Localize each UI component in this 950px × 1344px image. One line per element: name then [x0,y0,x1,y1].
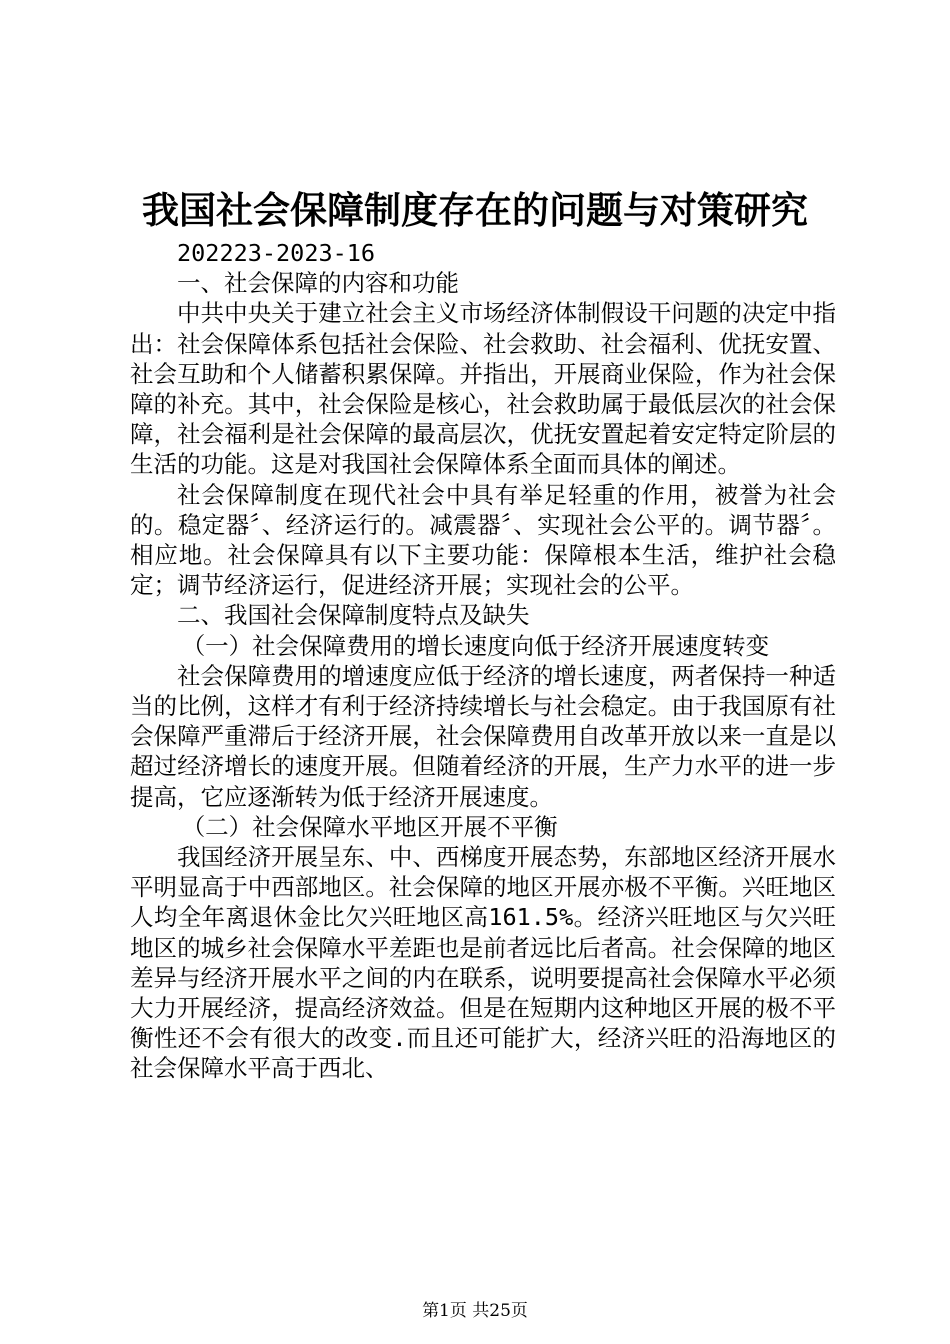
section-heading: 二、我国社会保障制度特点及缺失 [177,601,530,630]
document-title: 我国社会保障制度存在的问题与对策研究 [142,188,808,232]
subsection-heading: （二）社会保障水平地区开展不平衡 [181,812,558,841]
section-heading: 一、社会保障的内容和功能 [177,269,459,298]
body-paragraph: 社会保障费用的增速度应低于经济的增长速度，两者保持一种适当的比例，这样才有利于经济持续增长与社会稳定。由于我国原有社会保障严重滞后于经济开展，社会保障费用自改革开放以来一直是以超过经济增长的速度开展。但随着经济的开展，生产力水平的进一步提高，它应逐渐转为低于经济开展速度。 [130,661,836,811]
document-body [130,238,836,1084]
body-paragraph: 我国经济开展呈东、中、西梯度开展态势，东部地区经济开展水平明显高于中西部地区。社会保障的地区开展亦极不平衡。兴旺地区人均全年离退休金比欠兴旺地区高161.5%。经济兴旺地区与欠兴旺地区的城乡社会保障水平差距也是前者远比后者高。社会保障的地区差异与经济开展水平之间的内在联系，说明要提高社会保障水平必须大力开展经济，提高经济效益。但是在短期内这种地区开展的极不平衡性还不会有很大的改变.而且还可能扩大，经济兴旺的沿海地区的社会保障水平高于西北、 [130,843,836,1083]
body-paragraph: 社会保障制度在现代社会中具有举足轻重的作用，被誉为社会的。稳定器〞、经济运行的。减震器〞、实现社会公平的。调节器〞。相应地。社会保障具有以下主要功能：保障根本生活，维护社会稳定；调节经济运行，促进经济开展；实现社会的公平。 [130,480,836,600]
subsection-heading: （一）社会保障费用的增长速度向低于经济开展速度转变 [181,631,770,660]
document-date: 202223-2023-16 [177,239,376,267]
body-paragraph: 中共中央关于建立社会主义市场经济体制假设干问题的决定中指出：社会保障体系包括社会保险、社会救助、社会福利、优抚安置、社会互助和个人储蓄积累保障。并指出，开展商业保险，作为社会保障的补充。其中，社会保险是核心，社会救助属于最低层次的社会保障，社会福利是社会保障的最高层次，优抚安置起着安定特定阶层的生活的功能。这是对我国社会保障体系全面而具体的阐述。 [130,299,836,479]
page-footer: 第1页 共25页 [422,1301,528,1321]
